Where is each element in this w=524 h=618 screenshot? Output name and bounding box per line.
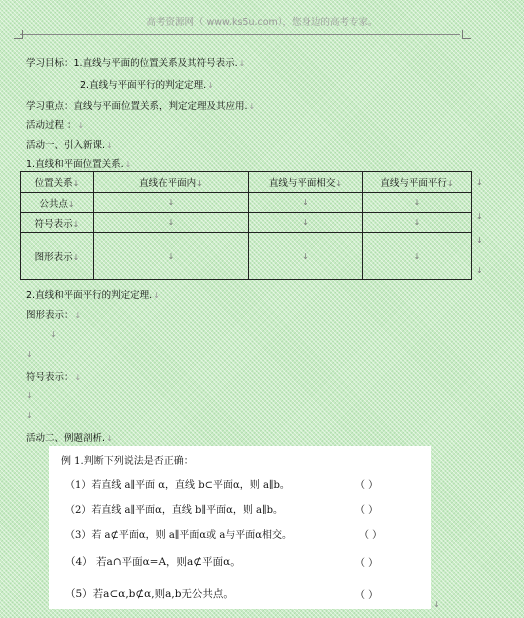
section2-title: 2.直线和平面平行的判定定理.↓ — [26, 290, 160, 301]
header-parallel: 直线与平面平行 — [380, 178, 447, 189]
symbol-label-line: 符号表示：↓ — [26, 372, 82, 383]
table-cell: ↓ — [363, 213, 472, 233]
goal-item-2: 2.直线与平面平行的判定定理. — [80, 80, 207, 91]
answer-blank-5: （ ） — [355, 590, 379, 601]
focus-text: 直线与平面位置关系，判定定理及其应用. — [73, 101, 248, 112]
position-relation-table — [20, 171, 472, 280]
header-in-plane: 直线在平面内 — [139, 178, 197, 189]
goal-item-1: 1.直线与平面的位置关系及其符号表示. — [73, 58, 238, 69]
row-end-mark: ↓ — [476, 266, 483, 275]
margin-corner-right — [462, 30, 471, 39]
row-label-common-point: 公共点 — [39, 198, 68, 210]
row-label-symbol: 符号表示 — [34, 218, 73, 230]
row-end-mark: ↓ — [476, 212, 483, 221]
header-position: 位置关系 — [34, 178, 73, 189]
table-cell: ↓ — [249, 193, 363, 213]
empty-paragraph-mark: ↓ — [26, 411, 33, 420]
example-title: 例 1.判断下列说法是否正确： — [61, 456, 194, 467]
example-item-1: （1）若直线 a∥平面 α，直线 b⊂平面α，则 a∥b。 — [65, 480, 290, 491]
header-intersect: 直线与平面相交 — [268, 178, 336, 189]
empty-paragraph-mark: ↓ — [26, 391, 33, 400]
section2-text: 2.直线和平面平行的判定定理. — [26, 290, 153, 301]
page-header: 高考资源网（ www.ks5u.com），您身边的高考专家。 — [146, 17, 378, 28]
example-box — [49, 446, 431, 609]
section1-text: 1.直线和平面位置关系. — [26, 159, 124, 170]
activity1-title: 活动一、引入新课.↓ — [26, 140, 113, 151]
answer-blank-1: （ ） — [355, 480, 379, 491]
example-item-4: （4） 若a∩平面α=A，则a⊄平面α。 — [65, 556, 241, 568]
example-item-5: （5）若a⊂α,b⊄α,则a,b无公共点。 — [65, 588, 234, 600]
activity1-text: 活动一、引入新课. — [26, 140, 106, 151]
symbol-label: 符号表示： — [26, 372, 74, 383]
table-row — [21, 233, 472, 280]
activity2-title: 活动二、例题剖析.↓ — [26, 433, 113, 444]
answer-blank-4: （ ） — [355, 558, 379, 569]
table-cell: ↓ — [94, 233, 249, 280]
example-item-3: （3）若 a⊄平面α，则 a∥平面α或 a与平面α相交。 — [65, 530, 293, 541]
table-row — [21, 193, 472, 213]
table-cell: ↓ — [363, 233, 472, 280]
table-header-cell: 直线与平面相交↓ — [249, 172, 363, 193]
table-cell: ↓ — [249, 233, 363, 280]
goals-label: 学习目标： — [26, 58, 74, 69]
table-cell: ↓ — [363, 193, 472, 213]
answer-blank-2: （ ） — [355, 505, 379, 516]
table-cell: ↓ — [94, 213, 249, 233]
empty-paragraph-mark: ↓ — [26, 350, 33, 359]
table-header-cell: 位置关系↓ — [21, 172, 94, 193]
figure-label: 图形表示： — [26, 310, 74, 321]
process-label: 活动过程 ： — [26, 120, 77, 131]
activity2-text: 活动二、例题剖析. — [26, 433, 106, 444]
row-label-cell: 公共点↓ — [21, 193, 94, 213]
focus-label: 学习重点： — [26, 101, 74, 112]
row-end-mark: ↓ — [476, 178, 483, 187]
empty-paragraph-mark: ↓ — [433, 600, 440, 609]
table-header-cell: 直线与平面平行↓ — [363, 172, 472, 193]
row-label-cell: 符号表示↓ — [21, 213, 94, 233]
row-end-mark: ↓ — [476, 236, 483, 245]
process-line: 活动过程 ：↓ — [26, 120, 85, 131]
table-row — [21, 213, 472, 233]
example-item-2: （2）若直线 a∥平面α，直线 b∥平面α，则 a∥b。 — [65, 505, 283, 516]
table-header-cell: 直线在平面内↓ — [94, 172, 249, 193]
table-cell: ↓ — [94, 193, 249, 213]
figure-label-line: 图形表示：↓ — [26, 310, 82, 321]
goals-line-2: 2.直线与平面平行的判定定理.↓ — [80, 80, 214, 91]
section1-title: 1.直线和平面位置关系.↓ — [26, 159, 132, 170]
empty-paragraph-mark: ↓ — [50, 330, 57, 339]
table-header-row — [21, 172, 472, 193]
goals-line-1: 学习目标：1.直线与平面的位置关系及其符号表示.↓ — [26, 58, 246, 69]
row-label-figure: 图形表示 — [34, 252, 73, 263]
header-divider — [20, 34, 460, 35]
margin-corner-left — [14, 30, 23, 39]
focus-line: 学习重点：直线与平面位置关系，判定定理及其应用.↓ — [26, 101, 256, 112]
table-cell: ↓ — [249, 213, 363, 233]
row-label-cell: 图形表示↓ — [21, 233, 94, 280]
answer-blank-3: （ ） — [359, 530, 383, 541]
